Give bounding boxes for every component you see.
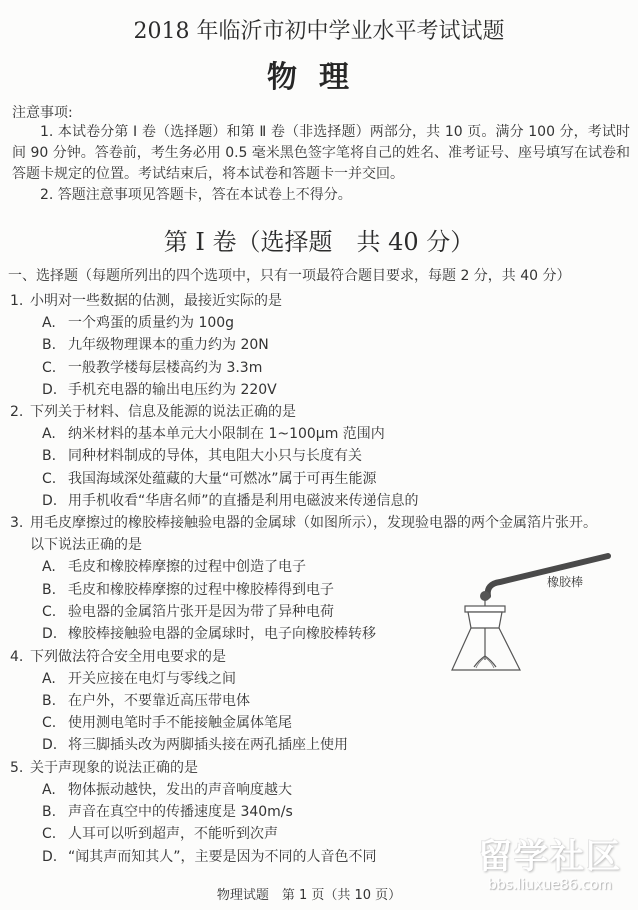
option-a: A. 一个鸡蛋的质量约为 100g bbox=[42, 315, 235, 331]
option-d: D. “闻其声而知其人”，主要是因为不同的人音色不同 bbox=[42, 848, 377, 865]
option-b: B. 毛皮和橡胶棒摩擦的过程中橡胶棒得到电子 bbox=[42, 581, 334, 598]
option-c: C. 一般教学楼每层楼高约为 3.3m bbox=[42, 359, 263, 376]
section-instruction: 一、选择题（每题所列出的四个选项中，只有一项最符合题目要求，每题 2 分，共 40 分） bbox=[8, 268, 571, 284]
notice-item: 1. 本试卷分第 Ⅰ 卷（选择题）和第 Ⅱ 卷（非选择题）两部分，共 10 页。满分 100 分，考试时间 90 分钟。答卷前，考生务必用 0.5 毫米黑色签字笔将自己的姓名、准考证号、座号填写在试卷和答题卡规定的位置。考试结束后，将本试卷和答题卡一并交回。 bbox=[12, 124, 630, 182]
option-c: C. 验电器的金属箔片张开是因为带了异种电荷 bbox=[42, 603, 334, 620]
option-d: D. 手机充电器的输出电压约为 220V bbox=[42, 381, 277, 398]
page-footer: 物理试题 第 1 页（共 10 页） bbox=[216, 888, 402, 903]
watermark-logo-text: 留学社区 bbox=[478, 837, 622, 877]
option-a: A. 开关应接在电灯与零线之间 bbox=[42, 670, 236, 687]
question-text: 下列做法符合安全用电要求的是 bbox=[30, 648, 226, 665]
notice-heading: 注意事项: bbox=[12, 105, 73, 121]
question-2 bbox=[10, 401, 630, 512]
question-text: 下列关于材料、信息及能源的说法正确的是 bbox=[30, 404, 296, 421]
question-1 bbox=[10, 290, 630, 401]
question-number: 2. bbox=[10, 404, 24, 421]
option-d: D. 橡胶棒接触验电器的金属球时，电子向橡胶棒转移 bbox=[42, 626, 376, 643]
question-number: 3. bbox=[10, 515, 24, 532]
option-d: D. 将三脚插头改为两脚插头接在两孔插座上使用 bbox=[42, 737, 348, 754]
question-text: 用毛皮摩擦过的橡胶棒接触验电器的金属球（如图所示），发现验电器的两个金属箔片张开。 bbox=[30, 515, 597, 532]
question-number: 5. bbox=[10, 759, 24, 776]
question-text: 关于声现象的说法正确的是 bbox=[30, 759, 198, 776]
option-d: D. 用手机收看“华唐名师”的直播是利用电磁波来传递信息的 bbox=[42, 493, 419, 510]
question-stem bbox=[10, 290, 630, 312]
watermark-url: bbs.liuxue86.com bbox=[487, 877, 613, 893]
document-title: 2018 年临沂市初中学业水平考试试题 bbox=[133, 19, 505, 44]
question-number: 1. bbox=[10, 293, 24, 309]
question-stem bbox=[10, 401, 630, 423]
figure-label-rubber-rod: 橡胶棒 bbox=[547, 575, 584, 589]
notice-body bbox=[12, 122, 630, 206]
stopper-icon bbox=[465, 606, 505, 628]
option-c: C. 人耳可以听到超声，不能听到次声 bbox=[42, 826, 278, 843]
option-b: B. 同种材料制成的导体，其电阻大小只与长度有关 bbox=[42, 448, 362, 465]
flask-icon bbox=[452, 628, 520, 670]
question-stem bbox=[10, 512, 630, 534]
notice-item: 2. 答题注意事项见答题卡，答在本试卷上不得分。 bbox=[40, 187, 352, 203]
question-text: 小明对一些数据的估测，最接近实际的是 bbox=[30, 293, 282, 309]
option-a: A. 毛皮和橡胶棒摩擦的过程中创造了电子 bbox=[42, 559, 306, 576]
option-a: A. 纳米材料的基本单元大小限制在 1~100μm 范围内 bbox=[42, 426, 385, 443]
subject-title: 物理 bbox=[267, 60, 371, 95]
option-c: C. 我国海域深处蕴藏的大量“可燃冰”属于可再生能源 bbox=[42, 470, 377, 487]
question-number: 4. bbox=[10, 648, 24, 665]
option-b: B. 九年级物理课本的重力约为 20N bbox=[42, 337, 269, 354]
option-a: A. 物体振动越快，发出的声音响度越大 bbox=[42, 781, 292, 798]
option-b: B. 在户外，不要靠近高压带电体 bbox=[42, 692, 250, 709]
question-text-continued: 以下说法正确的是 bbox=[30, 537, 142, 554]
question-5 bbox=[10, 757, 630, 868]
electroscope-figure bbox=[448, 550, 628, 675]
question-stem bbox=[10, 757, 630, 779]
section-title: 第 Ⅰ 卷（选择题 共 40 分） bbox=[163, 228, 475, 256]
option-b: B. 声音在真空中的传播速度是 340m/s bbox=[42, 804, 293, 821]
metal-ball-icon bbox=[480, 591, 490, 601]
option-c: C. 使用测电笔时手不能接触金属体笔尾 bbox=[42, 715, 292, 732]
